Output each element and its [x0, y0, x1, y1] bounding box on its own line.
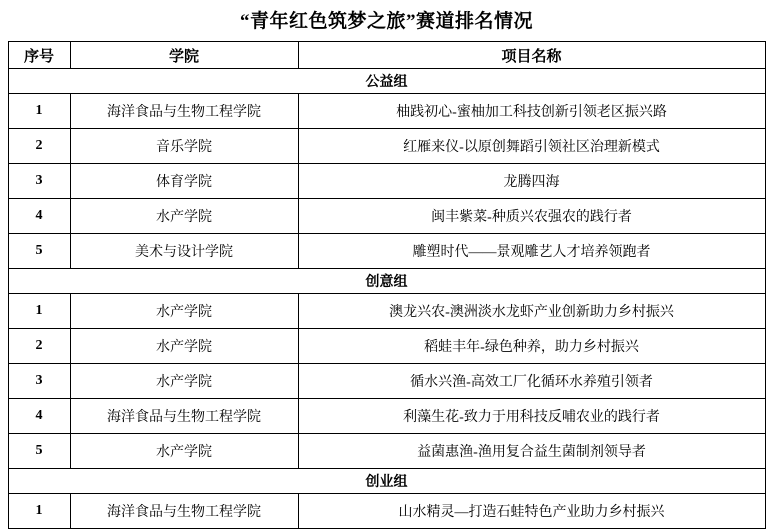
- table-row: [8, 434, 765, 469]
- header-cell-project: 项目名称: [298, 42, 765, 69]
- row-number: 2: [8, 129, 70, 164]
- table-row: [8, 234, 765, 269]
- row-project: 利藻生花-致力于用科技反哺农业的践行者: [298, 399, 765, 434]
- table-row: [8, 199, 765, 234]
- row-project: 红雁来仪-以原创舞蹈引领社区治理新模式: [298, 129, 765, 164]
- page-title: “青年红色筑梦之旅”赛道排名情况: [239, 11, 533, 32]
- table-row: [8, 399, 765, 434]
- row-number: 3: [8, 364, 70, 399]
- table-row: [8, 364, 765, 399]
- table-row: [8, 294, 765, 329]
- row-project: 雕塑时代——景观雕艺人才培养领跑者: [298, 234, 765, 269]
- row-number: 4: [8, 199, 70, 234]
- row-project: 龙腾四海: [298, 164, 765, 199]
- row-number: 1: [8, 294, 70, 329]
- row-number: 2: [8, 329, 70, 364]
- group-header-row: [8, 69, 765, 94]
- table-row: [8, 129, 765, 164]
- row-college: 海洋食品与生物工程学院: [70, 399, 298, 434]
- row-college: 音乐学院: [70, 129, 298, 164]
- ranking-table: [8, 41, 766, 529]
- group-title: 创意组: [8, 269, 765, 294]
- row-number: 4: [8, 399, 70, 434]
- header-cell-college: 学院: [70, 42, 298, 69]
- row-number: 3: [8, 164, 70, 199]
- row-number: 1: [8, 94, 70, 129]
- group-title: 创业组: [8, 469, 765, 494]
- table-row: [8, 494, 765, 529]
- row-project: 循水兴渔-高效工厂化循环水养殖引领者: [298, 364, 765, 399]
- row-college: 体育学院: [70, 164, 298, 199]
- row-college: 海洋食品与生物工程学院: [70, 494, 298, 529]
- row-college: 水产学院: [70, 294, 298, 329]
- table-row: [8, 164, 765, 199]
- row-college: 美术与设计学院: [70, 234, 298, 269]
- row-project: 澳龙兴农-澳洲淡水龙虾产业创新助力乡村振兴: [298, 294, 765, 329]
- row-college: 水产学院: [70, 199, 298, 234]
- table-body: [8, 42, 765, 529]
- row-college: 水产学院: [70, 434, 298, 469]
- header-cell-no: 序号: [8, 42, 70, 69]
- group-header-row: [8, 469, 765, 494]
- row-number: 5: [8, 434, 70, 469]
- row-college: 水产学院: [70, 364, 298, 399]
- row-college: 水产学院: [70, 329, 298, 364]
- table-row: [8, 94, 765, 129]
- row-project: 柚践初心-蜜柚加工科技创新引领老区振兴路: [298, 94, 765, 129]
- row-project: 山水精灵—打造石蛙特色产业助力乡村振兴: [298, 494, 765, 529]
- table-header-row: [8, 42, 765, 69]
- row-project: 益菌惠渔-渔用复合益生菌制剂领导者: [298, 434, 765, 469]
- group-title: 公益组: [8, 69, 765, 94]
- row-number: 1: [8, 494, 70, 529]
- table-row: [8, 329, 765, 364]
- row-project: 闽丰紫菜-种质兴农强农的践行者: [298, 199, 765, 234]
- group-header-row: [8, 269, 765, 294]
- row-number: 5: [8, 234, 70, 269]
- row-college: 海洋食品与生物工程学院: [70, 94, 298, 129]
- row-project: 稻蛙丰年-绿色种养，助力乡村振兴: [298, 329, 765, 364]
